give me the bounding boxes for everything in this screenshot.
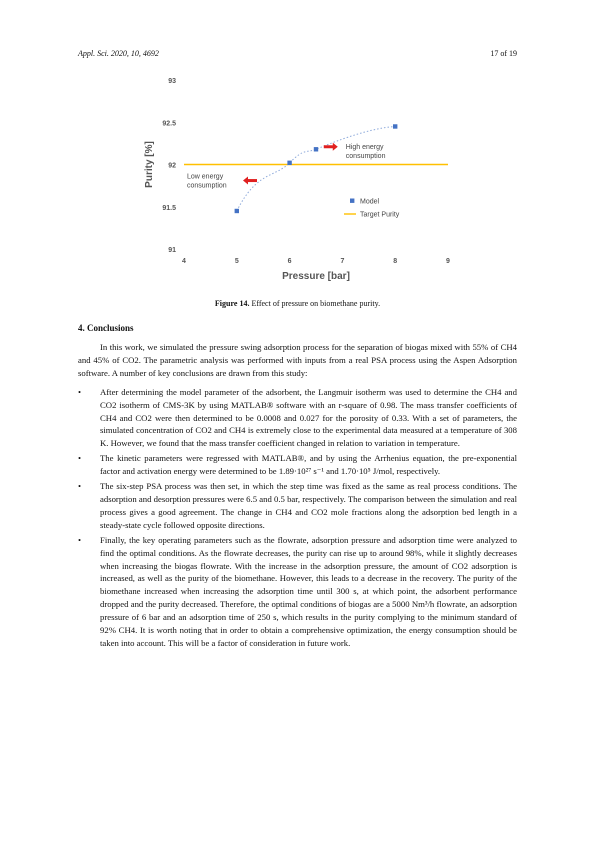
model-point [287,161,291,165]
list-item-text: The kinetic parameters were regressed with MATLAB®, and by using the Arrhenius equation, the pre-exponential factor and activation energy were determined to be 1.89·10²⁷ s⁻¹ and 1.70·10⁵ J/mol, respectively. [100,453,517,477]
y-tick-label: 93 [168,78,176,85]
x-axis-label: Pressure [bar] [282,271,350,282]
journal-header: Appl. Sci. 2020, 10, 4692 [78,49,159,58]
model-point [235,209,239,213]
model-point [393,124,397,128]
annotation-text: consumption [345,152,386,160]
bullet-glyph: • [78,453,82,464]
list-item [78,386,517,451]
annotation-text: Low energy [187,173,224,181]
annotation-arrow-head [243,177,248,185]
annotation-text: consumption [187,182,227,190]
model-point [314,147,318,151]
list-item [78,534,517,650]
conclusions-list [78,386,517,650]
caption-label: Figure 14. [214,299,250,308]
bullet-glyph: • [78,534,82,545]
list-item [78,452,517,478]
bullet-glyph: • [78,481,82,492]
list-item [78,480,517,532]
intro-paragraph: In this work, we simulated the pressure swing adsorption process for the separation of biogas mixed with 55% of CH4 and 45% of CO2. The parametric analysis was performed with inputs from a real PSA process using the Aspen Adsorption software. A number of key conclusions are drawn from this study: [78,342,517,378]
y-tick-label: 92.5 [162,120,176,128]
y-tick-label: 91 [168,247,176,254]
list-item-text: After determining the model parameter of the adsorbent, the Langmuir isotherm was used to determine the CH4 and CO2 isotherm of CMS-3K by using MATLAB® software with an r-square of 0.98. The mass transfer coefficients of CH4 and CO2 were then determined to be 0.0008 and 0.027 for the porosity of 0.33. With a set of parameters, the simulated concentration of CO2 and CH4 is extremely close to the experimental data measured at a temperature of 308 K. However, we found that the mass transfer coefficient changed in relation to variation in temperature. [100,386,517,449]
legend-label-model: Model [360,198,380,206]
legend-marker-model [350,199,354,203]
y-axis-label: Purity [%] [144,141,155,188]
legend-label-target: Target Purity [360,211,400,219]
page-number: 17 of 19 [490,49,517,58]
x-tick-label: 9 [446,258,450,265]
y-tick-label: 91.5 [162,204,176,212]
bullet-glyph: • [78,386,82,397]
x-tick-label: 6 [287,258,292,265]
list-item-text: The six-step PSA process was then set, in which the step time was fixed as the same as real process conditions. The adsorption and desorption pressures were 6.5 and 0.5 bar, respectively. The comparison between the simulation and real process gives a good agreement. The change in CH4 and CO2 mole fractions along the adsorption bed length in a steady-state cycle followed opposite directions. [100,481,517,530]
x-tick-label: 5 [234,258,239,265]
x-tick-label: 7 [340,258,345,265]
caption-text: Effect of pressure on biomethane purity. [251,299,381,308]
annotation-text: High energy [345,143,384,151]
y-tick-label: 92 [168,162,176,170]
figure-purity-vs-pressure [140,68,470,286]
conclusions-body [78,341,517,652]
figure-caption [0,299,595,308]
section-heading: 4. Conclusions [78,323,134,333]
x-tick-label: 8 [393,258,398,265]
annotation-arrow-head [333,143,338,151]
x-tick-label: 4 [182,258,186,265]
list-item-text: Finally, the key operating parameters such as the flowrate, adsorption pressure and adsorption time were analyzed to find the optimal conditions. As the flowrate decreases, the purity can rise up to around 98%, while it slightly decreases when increasing the biogas flowrate. With the increase in the adsorption pressure, the amount of CO2 adsorption is increased, as well as the purity of the biomethane. However, this leads to a decrease in the recovery. The purity of the biomethane increased when increasing the adsorption time until 300 s, at which point, the adsorbent performance dropped and the purity decreased. Therefore, the optimal conditions of biogas are a 5000 Nm³/h flowrate, an adsorption pressure of 6 bar and an adsorption time of 250 s, which results in the purity complying to the minimum standard of 92% CH4. It is worth noting that in order to obtain a comprehensive optimization, the energy consumption should be taken into account. This will be a factor of consideration in future work. [100,534,517,648]
purity-chart [140,68,470,286]
